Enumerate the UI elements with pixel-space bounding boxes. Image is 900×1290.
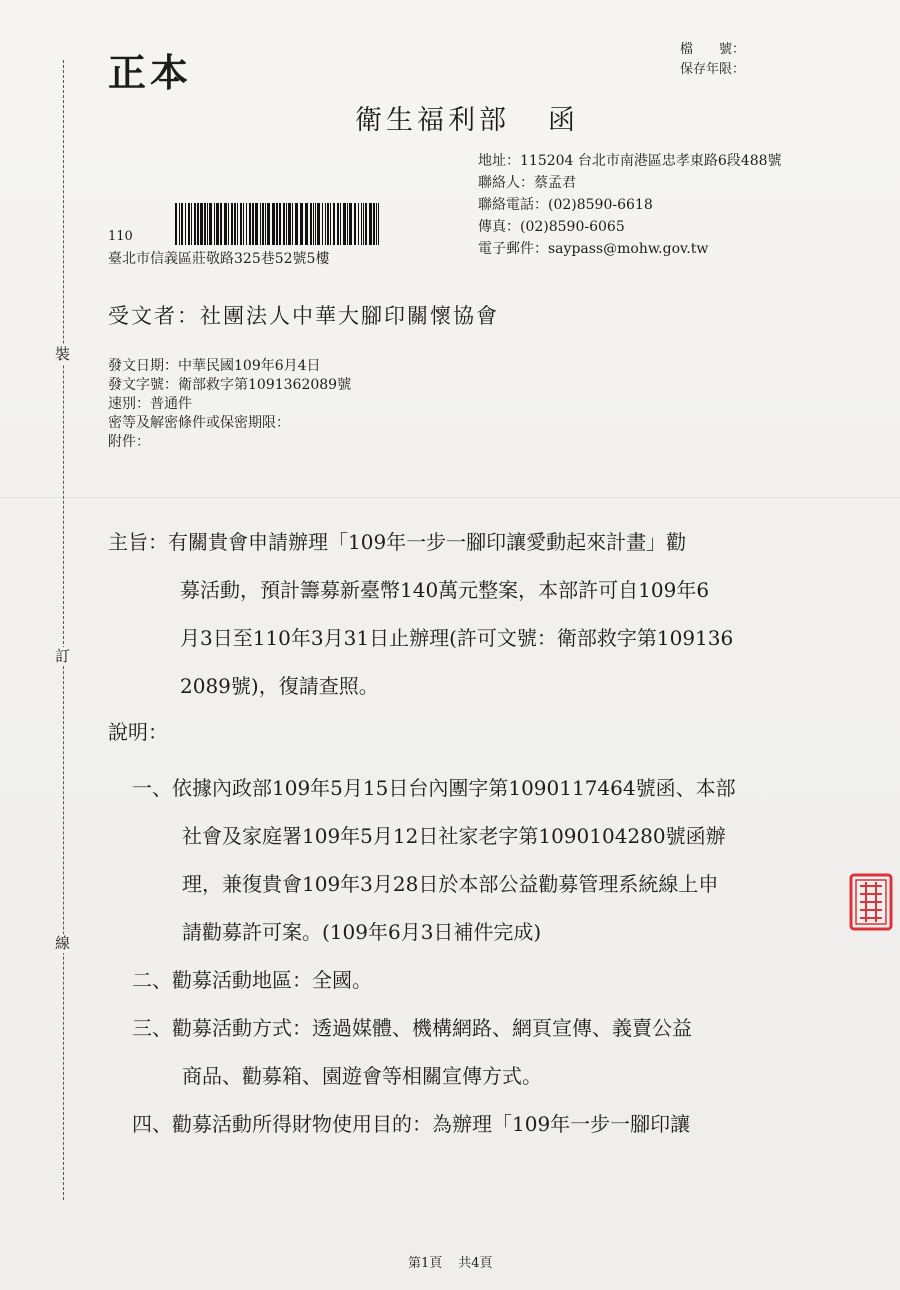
explanation-items — [132, 764, 832, 1148]
paper-fold — [0, 497, 900, 498]
contact-block — [478, 150, 782, 260]
attachment: 附件： — [108, 434, 150, 450]
subject-line: 月3日至110年3月31日止辦理(許可文號：衛部救字第109136 — [180, 626, 734, 650]
delivery-speed: 速別：普通件 — [108, 396, 192, 412]
contact-phone: 聯絡電話：(02)8590-6618 — [478, 197, 653, 213]
explanation-line: 請勸募許可案。(109年6月3日補件完成) — [182, 920, 542, 944]
page-footer — [408, 1252, 493, 1271]
contact-email: 電子郵件：saypass@mohw.gov.tw — [478, 241, 709, 257]
page-number: 第1頁 — [408, 1256, 443, 1271]
document-number: 發文字號：衛部救字第1091362089號 — [108, 377, 352, 393]
recipient-address: 臺北市信義區莊敬路325巷52號5樓 — [108, 251, 330, 267]
agency-name: 衛生福利部 — [355, 105, 510, 136]
document-meta — [108, 357, 351, 452]
barcode-icon — [175, 203, 381, 245]
explanation-line: 商品、勸募箱、園遊會等相關宣傳方式。 — [182, 1064, 542, 1088]
explanation-line: 社會及家庭署109年5月12日社家老字第1090104280號函辦 — [182, 824, 726, 848]
binding-mark-zhuang: 裝 — [55, 345, 71, 363]
binding-line — [63, 60, 64, 1200]
page-total: 共4頁 — [458, 1256, 493, 1271]
archive-no-label: 檔 號： — [680, 42, 746, 57]
seal-stamp-icon — [848, 872, 894, 932]
explanation-line: 四、勸募活動所得財物使用目的：為辦理「109年一步一腳印讓 — [132, 1112, 691, 1136]
original-copy-label: 正本 — [108, 50, 193, 95]
security-level: 密等及解密條件或保密期限： — [108, 415, 290, 431]
subject-line: 主旨：有關貴會申請辦理「109年一步一腳印讓愛動起來計畫」勸 — [108, 530, 687, 554]
binding-mark-ding: 訂 — [55, 647, 71, 665]
doc-type: 函 — [548, 105, 579, 136]
contact-person: 聯絡人：蔡孟君 — [478, 175, 576, 191]
agency-title — [355, 98, 579, 137]
subject-line: 2089號)，復請查照。 — [180, 674, 379, 698]
archive-info — [680, 40, 745, 80]
explanation-line: 理，兼復貴會109年3月28日於本部公益勸募管理系統線上申 — [182, 872, 719, 896]
receiver-line: 受文者：社團法人中華大腳印關懷協會 — [108, 304, 499, 328]
explanation-label: 說明： — [108, 720, 168, 744]
binding-mark-xian: 線 — [55, 934, 71, 952]
contact-fax: 傳真：(02)8590-6065 — [478, 219, 625, 235]
recipient-zip: 110 — [108, 229, 133, 244]
explanation-line: 一、依據內政部109年5月15日台內團字第1090117464號函、本部 — [132, 776, 736, 800]
retention-label: 保存年限： — [680, 62, 746, 77]
subject-line: 募活動，預計籌募新臺幣140萬元整案，本部許可自109年6 — [180, 578, 710, 602]
contact-address: 地址：115204 台北市南港區忠孝東路6段488號 — [478, 153, 782, 169]
issue-date: 發文日期：中華民國109年6月4日 — [108, 358, 321, 374]
explanation-line: 二、勸募活動地區：全國。 — [132, 968, 372, 992]
explanation-line: 三、勸募活動方式：透過媒體、機構網路、網頁宣傳、義賣公益 — [132, 1016, 692, 1040]
subject-paragraph — [108, 518, 820, 710]
